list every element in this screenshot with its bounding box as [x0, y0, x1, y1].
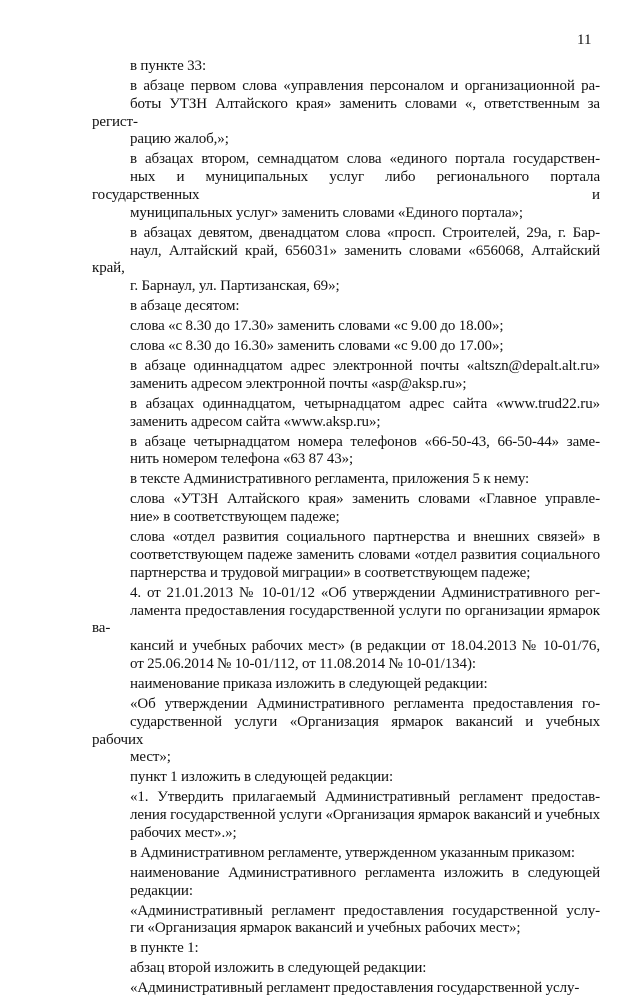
- paragraph: [92, 960, 600, 978]
- paragraph: [92, 58, 600, 76]
- text-line: в абзаце десятом:: [130, 298, 240, 315]
- paragraph: [92, 491, 600, 527]
- text-line: абзац второй изложить в следующей редакции:: [130, 960, 427, 977]
- text-line: сударственной услуги «Организация ярмарок вакансий и учебных рабочих: [92, 713, 600, 748]
- text-line: в абзацах втором, семнадцатом слова «единого портала государствен-: [130, 151, 600, 168]
- paragraph: [92, 318, 600, 336]
- text-line: соответствующем падеже заменить словами «отдел развития социального: [130, 546, 600, 563]
- text-line: боты УТЗН Алтайского края» заменить словами «, ответственным за регист-: [92, 95, 600, 130]
- text-line: в абзаце первом слова «управления персоналом и организационной ра-: [130, 77, 600, 94]
- text-line: мест»;: [130, 749, 171, 766]
- text-line: наименование приказа изложить в следующей редакции:: [130, 675, 488, 692]
- text-line: «1. Утвердить прилагаемый Административный регламент предостав-: [130, 789, 600, 806]
- text-line: муниципальных услуг» заменить словами «Единого портала»;: [130, 204, 523, 221]
- text-line: г. Барнаул, ул. Партизанская, 69»;: [130, 278, 340, 295]
- text-line: от 25.06.2014 № 10-01/112, от 11.08.2014 № 10-01/134):: [130, 655, 476, 672]
- text-line: нить номером телефона «63 87 43»;: [130, 451, 354, 468]
- text-line: ние» в соответствующем падеже;: [130, 509, 340, 526]
- paragraph: [92, 845, 600, 863]
- text-line: рацию жалоб,»;: [130, 131, 229, 148]
- text-line: в Административном регламенте, утвержденном указанным приказом:: [130, 844, 576, 861]
- paragraph: [92, 396, 600, 432]
- paragraph: [92, 903, 600, 939]
- document-body: [92, 58, 600, 1000]
- paragraph: [92, 940, 600, 958]
- paragraph: [92, 676, 600, 694]
- text-line: «Административный регламент предоставления государственной услу-: [130, 902, 600, 919]
- page-number: 11: [577, 32, 592, 48]
- paragraph: [92, 789, 600, 842]
- text-line: наул, Алтайский край, 656031» заменить словами «656068, Алтайский край,: [92, 242, 600, 277]
- paragraph: [92, 696, 600, 767]
- text-line: партнерства и трудовой миграции» в соответствующем падеже;: [130, 564, 531, 581]
- text-line: в абзацах одиннадцатом, четырнадцатом адрес сайта «www.trud22.ru»: [130, 395, 600, 412]
- text-line: ления государственной услуги «Организация ярмарок вакансий и учебных: [130, 807, 600, 824]
- text-line: наименование Административного регламента изложить в следующей: [130, 864, 600, 881]
- text-line: 4. от 21.01.2013 № 10-01/12 «Об утверждении Административного рег-: [130, 584, 600, 601]
- text-line: слова «УТЗН Алтайского края» заменить словами «Главное управле-: [130, 491, 600, 508]
- paragraph: [92, 585, 600, 674]
- text-line: в абзаце четырнадцатом номера телефонов «66-50-43, 66-50-44» заме-: [130, 433, 600, 450]
- paragraph: [92, 338, 600, 356]
- text-line: «Административный регламент предоставления государственной услу-: [130, 980, 580, 997]
- text-line: в тексте Административного регламента, приложения 5 к нему:: [130, 471, 530, 488]
- text-line: ламента предоставления государственной услуги по организации ярмарок ва-: [92, 602, 600, 637]
- text-line: ги «Организация ярмарок вакансий и учебных рабочих мест»;: [130, 920, 521, 937]
- text-line: в абзаце одиннадцатом адрес электронной почты «altszn@depalt.alt.ru»: [130, 358, 600, 375]
- text-line: в абзацах девятом, двенадцатом слова «просп. Строителей, 29а, г. Бар-: [130, 224, 600, 241]
- paragraph: [92, 980, 600, 998]
- text-line: заменить адресом электронной почты «asp@aksp.ru»;: [130, 375, 467, 392]
- text-line: в пункте 1:: [130, 940, 199, 957]
- paragraph: [92, 78, 600, 149]
- text-line: слова «с 8.30 до 17.30» заменить словами «с 9.00 до 18.00»;: [130, 318, 504, 335]
- paragraph: [92, 358, 600, 394]
- text-line: рабочих мест».»;: [130, 824, 237, 841]
- paragraph: [92, 865, 600, 901]
- paragraph: [92, 529, 600, 582]
- text-line: «Об утверждении Административного регламента предоставления го-: [130, 695, 600, 712]
- text-line: пункт 1 изложить в следующей редакции:: [130, 769, 394, 786]
- text-line: слова «отдел развития социального партнерства и внешних связей» в: [130, 529, 600, 546]
- text-line: слова «с 8.30 до 16.30» заменить словами «с 9.00 до 17.00»;: [130, 338, 504, 355]
- text-line: в пункте 33:: [130, 58, 207, 74]
- paragraph: [92, 471, 600, 489]
- text-line: ных и муниципальных услуг либо регионального портала государственных и: [92, 169, 600, 203]
- paragraph: [92, 151, 600, 222]
- paragraph: [92, 225, 600, 296]
- text-line: кансий и учебных рабочих мест» (в редакции от 18.04.2013 № 10-01/76,: [130, 638, 600, 655]
- text-line: заменить адресом сайта «www.aksp.ru»;: [130, 413, 381, 430]
- paragraph: [92, 434, 600, 470]
- paragraph: [92, 769, 600, 787]
- text-line: редакции:: [130, 882, 193, 899]
- paragraph: [92, 298, 600, 316]
